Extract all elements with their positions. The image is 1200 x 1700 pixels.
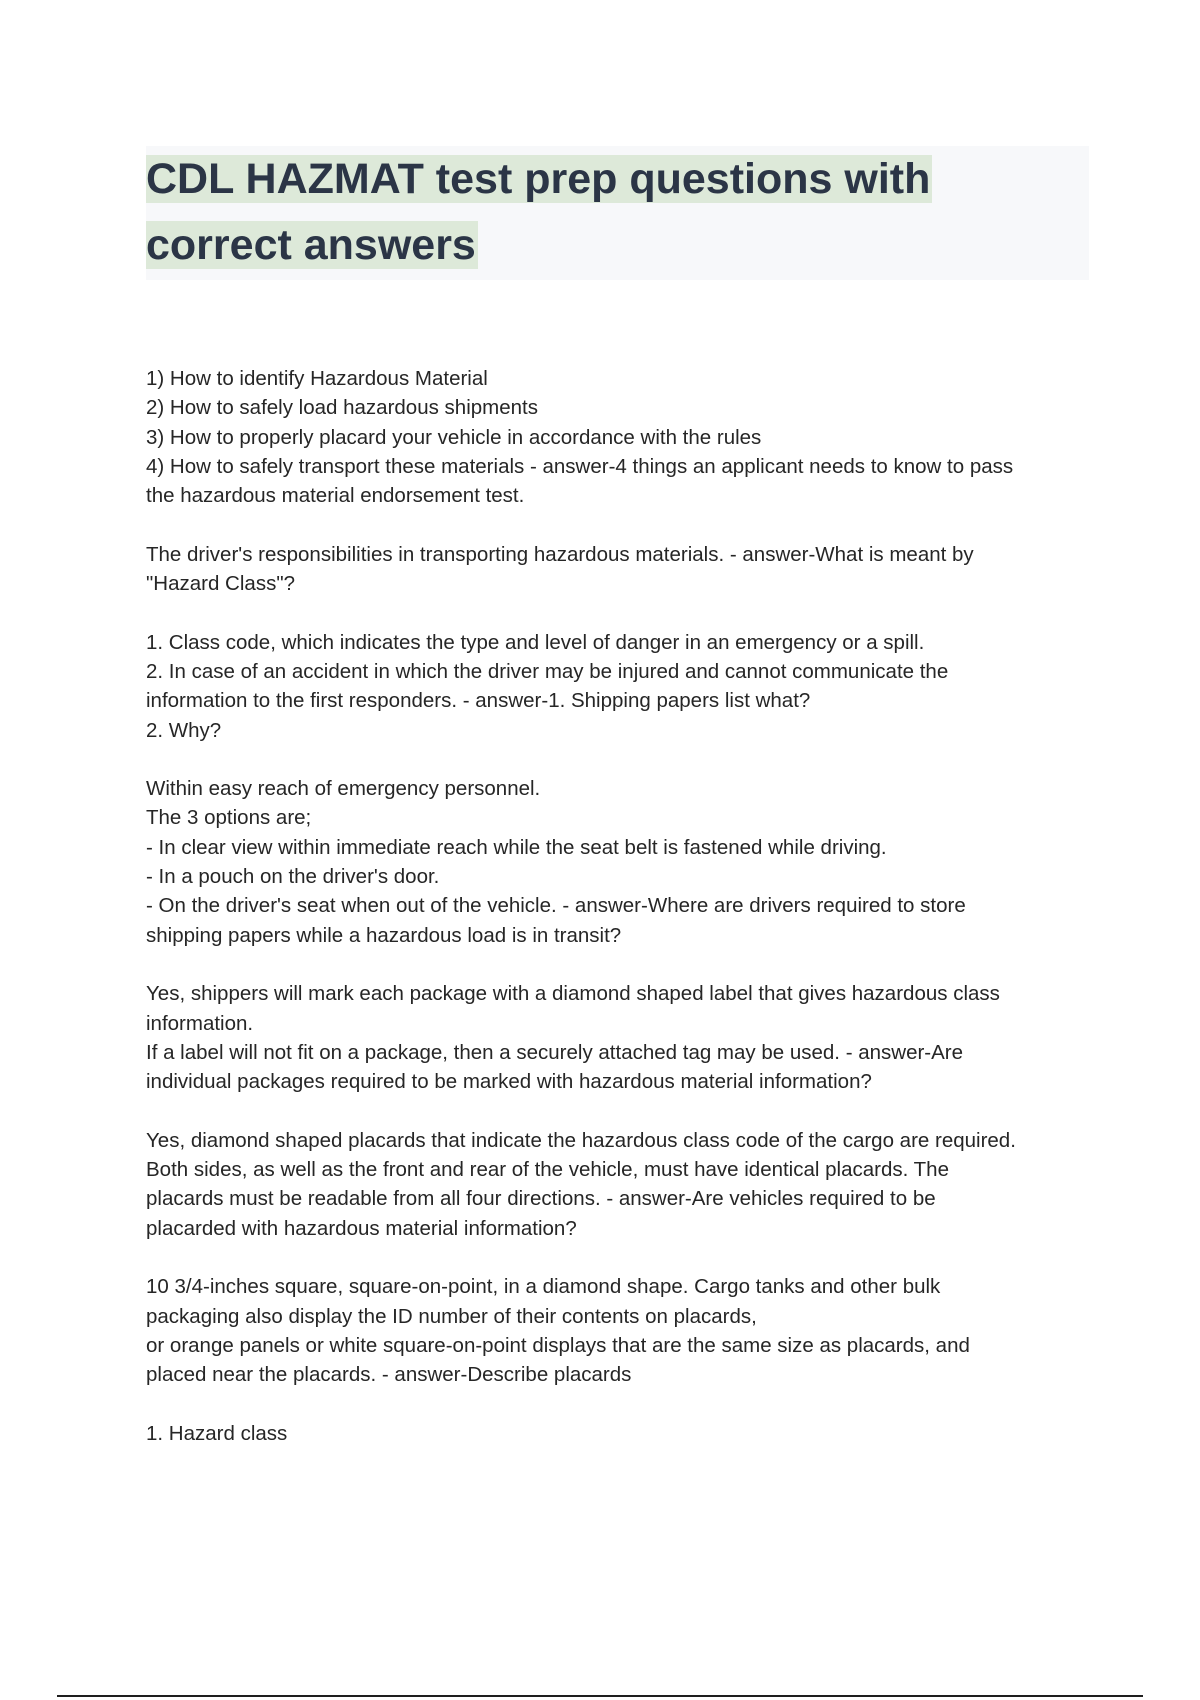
title-line: CDL HAZMAT test prep questions with	[146, 155, 931, 203]
text-line: information.	[146, 1011, 254, 1035]
text-line: - In a pouch on the driver's door.	[146, 865, 440, 889]
text-line: If a label will not fit on a package, then a securely attached tag may be used. - answer-Are	[146, 1040, 964, 1064]
page-title	[146, 146, 1089, 278]
text-line: packaging also display the ID number of their contents on placards,	[146, 1304, 757, 1328]
qa-paragraph	[146, 774, 1096, 950]
document-body	[146, 364, 1096, 1477]
qa-paragraph	[146, 1272, 1096, 1389]
text-line: The 3 options are;	[146, 806, 312, 830]
text-line: 2. In case of an accident in which the driver may be injured and cannot communicate the	[146, 659, 949, 683]
text-line: "Hazard Class"?	[146, 572, 295, 596]
qa-paragraph	[146, 1126, 1096, 1243]
text-line: 2) How to safely load hazardous shipments	[146, 396, 538, 420]
text-line: or orange panels or white square-on-point displays that are the same size as placards, and	[146, 1333, 970, 1357]
text-line: the hazardous material endorsement test.	[146, 484, 525, 508]
text-line: Yes, diamond shaped placards that indicate the hazardous class code of the cargo are required.	[146, 1128, 1016, 1152]
text-line: 10 3/4-inches square, square-on-point, in a diamond shape. Cargo tanks and other bulk	[146, 1275, 941, 1299]
text-line: 2. Why?	[146, 718, 222, 742]
qa-paragraph	[146, 979, 1096, 1096]
text-line: 3) How to properly placard your vehicle in accordance with the rules	[146, 425, 762, 449]
text-line: placarded with hazardous material information?	[146, 1216, 577, 1240]
text-line: placed near the placards. - answer-Describe placards	[146, 1363, 632, 1387]
text-line: 1. Class code, which indicates the type and level of danger in an emergency or a spill.	[146, 630, 925, 654]
text-line: - In clear view within immediate reach while the seat belt is fastened while driving.	[146, 835, 887, 859]
text-line: - On the driver's seat when out of the vehicle. - answer-Where are drivers required to store	[146, 894, 966, 918]
qa-paragraph	[146, 1419, 1096, 1448]
text-line: information to the first responders. - answer-1. Shipping papers list what?	[146, 689, 811, 713]
text-line: The driver's responsibilities in transporting hazardous materials. - answer-What is meant by	[146, 542, 974, 566]
title-block	[146, 146, 1089, 280]
qa-paragraph	[146, 540, 1096, 599]
qa-paragraph	[146, 364, 1096, 510]
text-line: shipping papers while a hazardous load is in transit?	[146, 923, 622, 947]
page-bottom-divider	[57, 1695, 1143, 1697]
text-line: placards must be readable from all four directions. - answer-Are vehicles required to be	[146, 1187, 936, 1211]
text-line: individual packages required to be marked with hazardous material information?	[146, 1070, 872, 1094]
text-line: 4) How to safely transport these materials - answer-4 things an applicant needs to know to pass	[146, 454, 1014, 478]
title-line: correct answers	[146, 221, 476, 269]
text-line: Both sides, as well as the front and rear of the vehicle, must have identical placards. The	[146, 1158, 949, 1182]
text-line: Within easy reach of emergency personnel.	[146, 777, 541, 801]
qa-paragraph	[146, 628, 1096, 745]
text-line: 1) How to identify Hazardous Material	[146, 367, 488, 390]
text-line: Yes, shippers will mark each package with a diamond shaped label that gives hazardous class	[146, 982, 1000, 1006]
text-line: 1. Hazard class	[146, 1421, 288, 1445]
